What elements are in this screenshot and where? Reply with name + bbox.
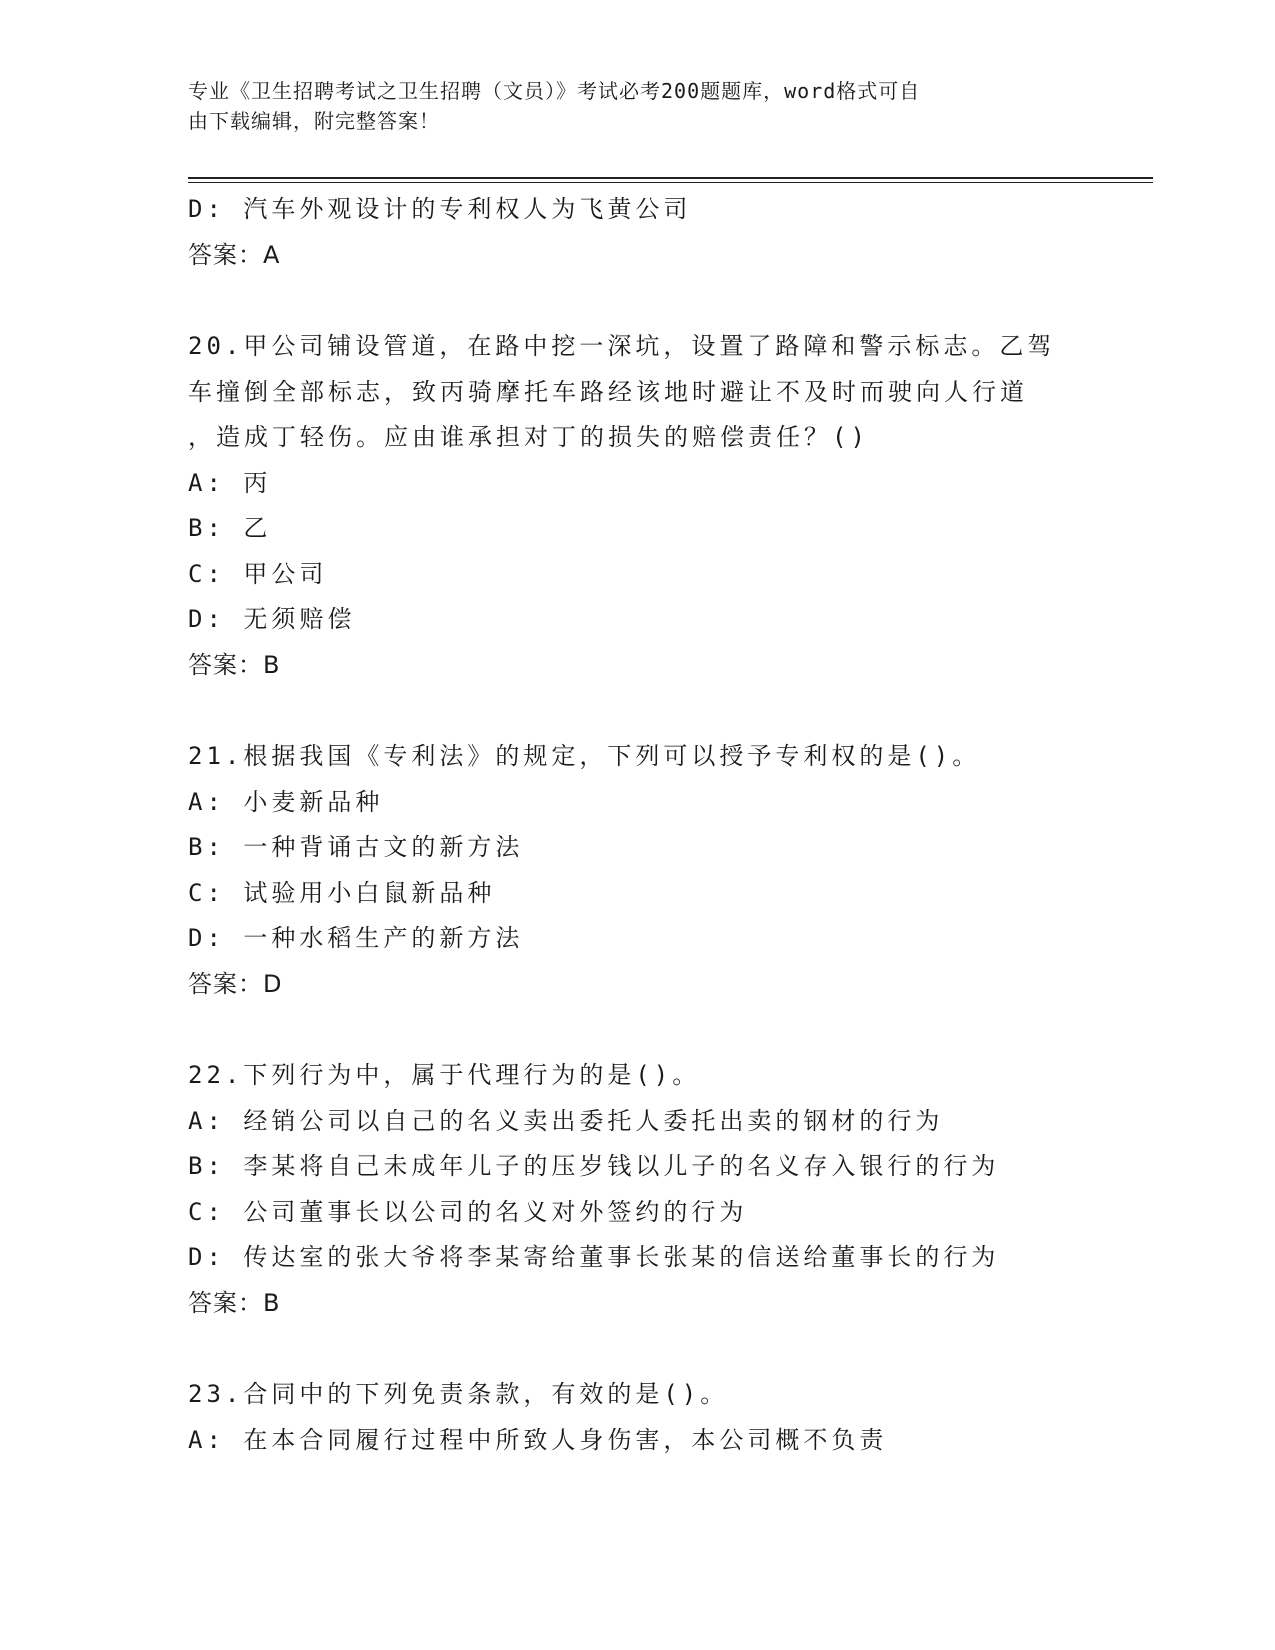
question-21 (188, 734, 1088, 1007)
option-line: B: 乙 (188, 514, 272, 542)
question-23 (188, 1372, 1088, 1463)
question-stem: 23.合同中的下列免责条款，有效的是()。 (188, 1380, 729, 1408)
question-content (188, 187, 1088, 1463)
option-line: D: 汽车外观设计的专利权人为飞黄公司 (188, 195, 692, 223)
option-line: C: 公司董事长以公司的名义对外签约的行为 (188, 1197, 748, 1226)
option-line: D: 一种水稻生产的新方法 (188, 924, 524, 952)
question-stem: ，造成丁轻伤。应由谁承担对丁的损失的赔偿责任？() (188, 423, 869, 451)
option-line: A: 经销公司以自己的名义卖出委托人委托出卖的钢材的行为 (188, 1106, 944, 1135)
answer-line: 答案：B (188, 650, 281, 679)
option-line: C: 试验用小白鼠新品种 (188, 878, 496, 907)
option-line: D: 传达室的张大爷将李某寄给董事长张某的信送给董事长的行为 (188, 1243, 1000, 1271)
header-rule-thick (188, 177, 1153, 179)
option-line: A: 丙 (188, 468, 272, 497)
option-line: A: 在本合同履行过程中所致人身伤害，本公司概不负责 (188, 1425, 888, 1454)
header-line-1: 专业《卫生招聘考试之卫生招聘（文员）》考试必考200题题库，word格式可自 (188, 79, 921, 103)
page-header (188, 76, 1068, 136)
option-line: A: 小麦新品种 (188, 787, 384, 816)
question-22 (188, 1053, 1088, 1326)
answer-line: 答案：D (188, 969, 283, 998)
header-line-2: 由下载编辑，附完整答案！ (188, 109, 440, 133)
option-line: B: 一种背诵古文的新方法 (188, 833, 524, 861)
question-stem: 21.根据我国《专利法》的规定，下列可以授予专利权的是()。 (188, 742, 981, 770)
question-stem: 车撞倒全部标志，致丙骑摩托车路经该地时避让不及时而驶向人行道 (188, 377, 1028, 406)
answer-line: 答案：A (188, 240, 281, 269)
option-line: B: 李某将自己未成年儿子的压岁钱以儿子的名义存入银行的行为 (188, 1152, 1000, 1180)
option-line: D: 无须赔偿 (188, 605, 356, 633)
answer-line: 答案：B (188, 1288, 281, 1317)
question-20 (188, 324, 1088, 688)
question-stem: 22.下列行为中，属于代理行为的是()。 (188, 1061, 701, 1089)
question-stem: 20.甲公司铺设管道，在路中挖一深坑，设置了路障和警示标志。乙驾 (188, 332, 1056, 360)
option-line: C: 甲公司 (188, 559, 328, 588)
header-rule-thin (188, 182, 1153, 183)
